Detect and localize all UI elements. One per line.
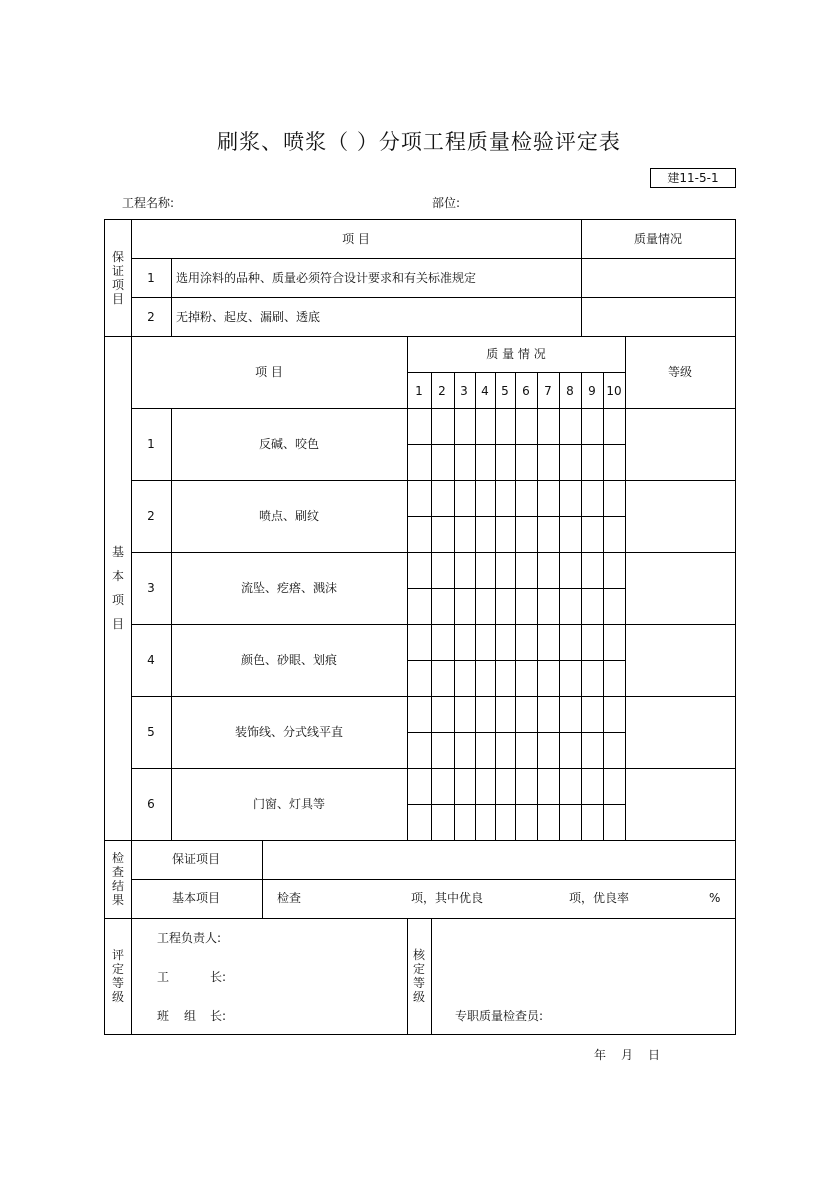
guarantee-row-text: 选用涂料的品种、质量必须符合设计要求和有关标准规定 <box>176 271 477 285</box>
form-code: 建11-5-1 <box>650 168 736 188</box>
basic-row-no: 2 <box>147 509 155 523</box>
table-grid-line <box>407 588 625 589</box>
basic-row-text: 颜色、砂眼、划痕 <box>240 653 338 667</box>
result-guarantee-label: 保证项目 <box>171 852 221 866</box>
table-grid-line <box>131 552 736 553</box>
quality-col-header: 8 <box>566 384 574 398</box>
table-grid-line <box>431 372 432 840</box>
table-grid-line <box>735 219 736 1035</box>
project-lead-label: 工程负责人: <box>157 931 222 945</box>
table-grid-line <box>407 660 625 661</box>
table-grid-line <box>131 879 736 880</box>
inspector-label: 专职质量检查员: <box>455 1009 544 1023</box>
basic-row-no: 6 <box>147 797 155 811</box>
table-grid-line <box>537 372 538 840</box>
table-grid-line <box>131 768 736 769</box>
quality-col-header: 7 <box>544 384 552 398</box>
table-grid-line <box>407 516 625 517</box>
table-grid-line <box>131 258 736 259</box>
quality-col-header: 3 <box>460 384 468 398</box>
date-year: 年 <box>594 1048 607 1062</box>
table-grid-line <box>131 408 736 409</box>
guarantee-side-label: 保证项目 <box>111 250 124 306</box>
table-grid-line <box>407 732 625 733</box>
table-grid-line <box>104 1034 736 1035</box>
table-grid-line <box>559 372 560 840</box>
basic-header-quality: 质 量 情 况 <box>486 347 546 361</box>
table-grid-line <box>131 297 736 298</box>
quality-col-header: 1 <box>415 384 423 398</box>
team-label-c: 长: <box>210 1009 227 1023</box>
basic-row-text: 流坠、疙瘩、溅沫 <box>240 581 338 595</box>
page-title: 刷浆、喷浆（ ）分项工程质量检验评定表 <box>217 130 621 154</box>
verify-side-label: 核定等级 <box>412 948 425 1004</box>
table-grid-line <box>495 372 496 840</box>
basic-side-label: 基本项目 <box>111 545 124 631</box>
basic-row-text: 门窗、灯具等 <box>252 797 326 811</box>
table-grid-line <box>407 372 625 373</box>
table-grid-line <box>475 372 476 840</box>
quality-col-header: 4 <box>481 384 489 398</box>
result-percent: % <box>709 891 721 905</box>
basic-row-text: 装饰线、分式线平直 <box>234 725 344 739</box>
table-grid-line <box>454 372 455 840</box>
table-grid-line <box>131 624 736 625</box>
result-items-excellent: 项，其中优良 <box>411 891 484 905</box>
team-label-b: 组 <box>184 1009 197 1023</box>
quality-col-header: 5 <box>501 384 509 398</box>
table-grid-line <box>515 372 516 840</box>
result-items-rate: 项，优良率 <box>569 891 630 905</box>
foreman-label-a: 工 <box>157 970 170 984</box>
table-grid-line <box>171 258 172 336</box>
result-check: 检查 <box>277 891 302 905</box>
table-grid-line <box>407 444 625 445</box>
foreman-label-b: 长: <box>210 970 227 984</box>
quality-col-header: 6 <box>522 384 530 398</box>
table-grid-line <box>603 372 604 840</box>
quality-col-header: 10 <box>606 384 622 398</box>
table-grid-line <box>104 918 736 919</box>
table-grid-line <box>131 219 132 1035</box>
date-month: 月 <box>621 1048 634 1062</box>
basic-row-no: 4 <box>147 653 155 667</box>
guarantee-row-text: 无掉粉、起皮、漏刷、透底 <box>176 310 321 324</box>
basic-header-item: 项 目 <box>255 365 283 379</box>
table-grid-line <box>407 804 625 805</box>
table-grid-line <box>262 840 263 918</box>
basic-row-text: 喷点、刷纹 <box>258 509 320 523</box>
project-name-label: 工程名称: <box>122 196 175 210</box>
table-grid-line <box>625 336 626 840</box>
table-grid-line <box>431 918 432 1035</box>
basic-row-no: 5 <box>147 725 155 739</box>
guarantee-header-item: 项 目 <box>342 232 370 246</box>
quality-col-header: 9 <box>588 384 596 398</box>
result-side-label: 检查结果 <box>111 851 124 907</box>
result-basic-label: 基本项目 <box>171 891 221 905</box>
quality-col-header: 2 <box>438 384 446 398</box>
table-grid-line <box>131 696 736 697</box>
table-grid-line <box>131 480 736 481</box>
guarantee-row-no: 2 <box>147 310 155 324</box>
basic-row-no: 3 <box>147 581 155 595</box>
table-grid-line <box>104 336 736 337</box>
evaluation-side-label: 评定等级 <box>111 948 124 1004</box>
table-grid-line <box>104 219 105 1035</box>
table-grid-line <box>104 840 736 841</box>
basic-row-text: 反碱、咬色 <box>258 437 320 451</box>
basic-row-no: 1 <box>147 437 155 451</box>
location-label: 部位: <box>432 196 461 210</box>
table-grid-line <box>581 219 582 336</box>
table-grid-line <box>104 219 736 220</box>
basic-header-grade: 等级 <box>667 365 693 379</box>
table-grid-line <box>407 918 408 1035</box>
table-grid-line <box>581 372 582 840</box>
guarantee-header-quality: 质量情况 <box>633 232 683 246</box>
guarantee-row-no: 1 <box>147 271 155 285</box>
date-day: 日 <box>648 1048 661 1062</box>
team-label-a: 班 <box>157 1009 170 1023</box>
